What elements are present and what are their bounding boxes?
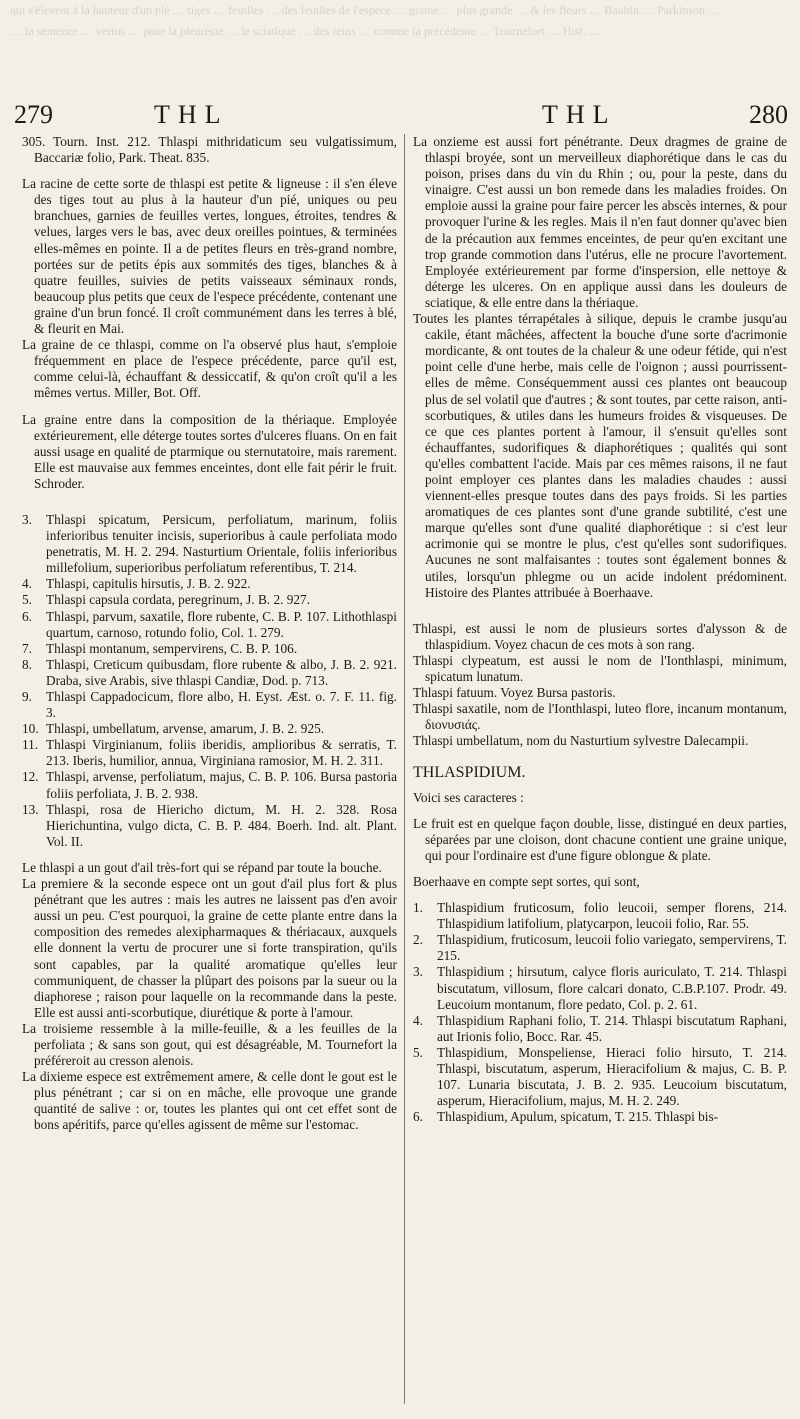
list-item-text: Thlaspi montanum, sempervirens, C. B. P. 106. xyxy=(46,640,298,656)
list-item xyxy=(413,964,787,1012)
spacer xyxy=(22,492,397,512)
paragraph: La premiere & la seconde espece ont un gout d'ail plus fort & plus pénétrant que les autres : mais les autres ne laissent pas d'en avoir aussi un peu. C'est pourquoi, la graine de cette plante entre dans la composition des remedes alexipharmaques & thériacaux, auxquels elle donnent la vertu de procurer une si forte transpiration, qu'ils sont capables, par la qualité aromatique qu'elles leur communiquent, de chasser la plûpart des poisons par la sueur ou la diaphorese ; raison pour laquelle on la recommande dans la peste. Elle est aussi anti-scorbutique, diurétique & porte à l'amour. xyxy=(22,876,397,1020)
list-item xyxy=(22,657,397,689)
paragraph: Le thlaspi a un gout d'ail très-fort qui se répand par toute la bouche. xyxy=(22,859,382,875)
list-item-number: 3. xyxy=(413,964,423,980)
list-item-number: 4. xyxy=(22,576,32,592)
list-item-text: Thlaspi spicatum, Persicum, perfoliatum, marinum, foliis inferioribus tenuiter incisis, superioribus à caule perfoliata modo penetratis, M. H. 2. 294. Nasturtium Orientale, foliis inferioribus millefolium, superioribus perfoliatum referentibus, T. 214. xyxy=(46,511,397,576)
list-item-number: 11. xyxy=(22,737,39,753)
list-item-text: Thlaspidium, Apulum, spicatum, T. 215. Thlaspi bis- xyxy=(437,1109,719,1125)
column-divider xyxy=(404,134,405,1404)
paragraph: La racine de cette sorte de thlaspi est petite & ligneuse : il s'en éleve des tiges tout au plus à la hauteur d'un pié, uniques ou peu branchues, garnies de feuilles vertes, longues, étroites, tendres & velues, larges vers le bas, avec deux oreilles pointues, & terminées elles-mêmes en pointe. Il a de petites fleurs en très-grand nombre, portées sur de petits épis aux sommités des tiges, blanches & à quatre feuilles, suivies de petits vaisseaux séminaux ronds, beaucoup plus petits que ceux de l'espece précédente, contenant une graine d'un brun foncé. Il croît communément dans les terres à blé, & fleurit en Mai. xyxy=(22,176,397,337)
paragraph: Toutes les plantes térrapétales à silique, depuis le crambe jusqu'au cakile, étant mâchées, affectent la bouche d'une sorte d'acrimonie mordicante, & ont toutes de la chaleur & une odeur fétide, qui n'est point celle d'une herbe, mais celle de l'oignon ; aussi pourrissent-elles de même. Conséquemment aussi ces plantes ont beaucoup plus de sel volatil que d'autres ; & sont toutes, par cette raison, anti-scorbutiques, & utiles dans les humeurs froides & visqueuses. De ce que ces plantes portent à l'amour, il s'ensuit qu'elles sont échauffantes, sudorifiques & diaphorétiques ; qualités qui sont qu'elles combattent l'acide. Mais par ces mêmes raisons, il ne faut point employer ces plantes dans les maladies chaudes : aussi viennent-elles presque toutes dans des pays froids. Si les parties aromatiques de ces plantes sont d'une grande subtilité, c'est une marque qu'elles sont d'une qualité diaphorétique : si c'est leur acrimonie qui se montre le plus, c'est qu'elles sont sudorifiques. Aucunes ne sont malfaisantes : toutes sont également bonnes & utiles, lorsqu'un phlegme ou un acide indolent prédominent. Histoire des Plantes attribuée à Boerhaave. xyxy=(413,311,787,600)
list-item-number: 5. xyxy=(22,592,32,608)
list-item-number: 9. xyxy=(22,689,32,704)
list-item-number: 10. xyxy=(22,721,39,737)
list-item-text: Thlaspi, arvense, perfoliatum, majus, C. B. P. 106. Bursa pastoria foliis perfoliata, J. B. 2. 938. xyxy=(46,769,397,801)
paragraph: Le fruit est en quelque façon double, lisse, distingué en deux parties, séparées par une cloison, dont chacune contient une graine unique, qui pour l'ordinaire est d'une figure oblongue & plate. xyxy=(413,815,787,863)
list-item-number: 6. xyxy=(22,608,32,624)
page-number-left: 279 xyxy=(14,100,53,129)
list-item-number: 12. xyxy=(22,769,39,785)
list-item-text: Thlaspidium, Monspeliense, Hieraci folio hirsuto, T. 214. Thlaspi, biscutatum, asperum, Hieracifolium & majus, C. B. P. 107. Lunaria biscutata, J. B. 2. 935. Leucoium biscutatum, asperum, Hieracifolium, majus, M. H. 2. 249. xyxy=(437,1044,787,1109)
list-item-text: Thlaspi, parvum, saxatile, flore rubente, C. B. P. 107. Lithothlaspi quartum, carnoso, rotundo folio, Col. 1. 279. xyxy=(46,608,397,640)
right-column xyxy=(413,134,787,1409)
paragraph: 305. Tourn. Inst. 212. Thlaspi mithridaticum seu vulgatissimum, Baccariæ folio, Park. Theat. 835. xyxy=(22,134,397,166)
left-column xyxy=(22,134,397,1409)
list-item-text: Thlaspi, Creticum quibusdam, flore rubente & albo, J. B. 2. 921. Draba, sive Arabis, sive thlaspi Candiæ, Dod. p. 713. xyxy=(46,656,397,688)
paragraph: La graine entre dans la composition de la thériaque. Employée extérieurement, elle déterge toutes sortes d'ulceres fluans. On en fait aussi usage en qualité de ptarmique ou sternutatoire, mais rarement. Elle est mauvaise aux femmes enceintes, dont elle fait périr le fruit. Schroder. xyxy=(22,411,397,491)
spacer xyxy=(413,890,787,900)
list-item-number: 3. xyxy=(22,511,32,527)
spacer xyxy=(413,749,787,759)
list-item-number: 2. xyxy=(413,932,423,948)
section-heading: THLASPIDIUM. xyxy=(413,764,526,782)
list-item xyxy=(22,592,397,608)
list-item-text: Thlaspi Virginianum, foliis iberidis, amplioribus & serratis, T. 213. Iberis, humilior, annua, Virginiana ramosior, M. H. 2. 311. xyxy=(46,737,397,769)
spacer xyxy=(22,166,397,176)
list-item xyxy=(22,769,397,801)
list-item xyxy=(413,1045,787,1109)
running-header xyxy=(14,100,788,130)
list-item-text: Thlaspi, capitulis hirsutis, J. B. 2. 922. xyxy=(46,576,251,592)
list-item-text: Thlaspidium, fruticosum, leucoii folio variegato, sempervirens, T. 215. xyxy=(437,932,787,964)
list-item xyxy=(22,512,397,576)
list-item xyxy=(413,1013,787,1045)
list-item xyxy=(22,721,397,737)
list-item-number: 7. xyxy=(22,640,32,656)
spacer xyxy=(22,402,397,412)
spacer xyxy=(413,601,787,621)
paragraph: La dixieme espece est extrêmement amere, & celle dont le gout est le plus pénétrant ; car si on en mâche, elle provoque une grande quantité de salive : or, toutes les plantes qui ont cet effet sont de bons apéritifs, parce qu'elles agissent de même sur l'estomac. xyxy=(22,1069,397,1133)
paragraph: Thlaspi fatuum. Voyez Bursa pastoris. xyxy=(413,685,616,701)
list-item-text: Thlaspidium ; hirsutum, calyce floris auriculato, T. 214. Thlaspi biscutatum, villosum, flore calcari donato, C.B.P.107. Prodr. 49. Leucoium montanum, flore pedato, Col. p. 2. 61. xyxy=(437,964,787,1012)
list-item xyxy=(413,932,787,964)
paragraph: Thlaspi, est aussi le nom de plusieurs sortes d'alysson & de thlaspidium. Voyez chacun de ces mots à son rang. xyxy=(413,620,787,652)
spacer xyxy=(413,864,787,874)
running-title-left: THL xyxy=(154,100,229,129)
list-item-number: 13. xyxy=(22,801,39,817)
list-item xyxy=(413,1109,787,1125)
list-item-text: Thlaspi capsula cordata, peregrinum, J. B. 2. 927. xyxy=(46,592,311,608)
paragraph: La troisieme ressemble à la mille-feuille, & a les feuilles de la perfoliata ; & sans son gout, qui est désagréable, M. Tournefort la préféreroit au cresson alenois. xyxy=(22,1020,397,1069)
bleed-line: qui s'élevent à la hauteur d'un pié … tiges … feuilles … des feuilles de l'espece … graine … plus grande … & les fleurs … Bauhin … Parkinson … xyxy=(10,3,720,17)
bleed-line: … la semence … vertus … pour la pleurésie … le sciatique … des reins … comme la précédente … Tournefort … Hist. … xyxy=(10,24,601,38)
list-item xyxy=(22,609,397,641)
paragraph: Voici ses caracteres : xyxy=(413,789,524,805)
list-item-text: Thlaspi Cappadocicum, flore albo, H. Eyst. Æst. o. 7. F. 11. fig. 3. xyxy=(46,689,397,721)
bleed-through-text xyxy=(0,0,800,96)
running-title-right: THL xyxy=(542,100,617,129)
list-item-number: 5. xyxy=(413,1044,423,1060)
list-item-number: 4. xyxy=(413,1012,423,1028)
paragraph: La onzieme est aussi fort pénétrante. Deux dragmes de graine de thlaspi broyée, sont un merveilleux diaphorétique dans le cas du poison, prises dans du vin du Rhin ; ou, pour la peste, dans du vinaigre. C'est aussi un bon remede dans les maladies froides. On emploie aussi la graine pour faire percer les abscès internes, & pour provoquer l'urine & les regles. Mais il n'en faut donner qu'avec bien de la précaution aux femmes enceintes, de peur qu'en excitant une trop grande commotion dans l'utérus, elle ne procure l'avortement. Employée extérieurement par forme d'inspersion, elle nettoye & déterge les ulceres. On en applique aussi dans les douleurs de sciatique, & elle entre dans la thériaque. xyxy=(413,134,787,310)
paragraph: Thlaspi clypeatum, est aussi le nom de l'Ionthlaspi, minimum, spicatum lunatum. xyxy=(413,652,787,684)
list-item-number: 1. xyxy=(413,900,423,916)
page-number-right: 280 xyxy=(749,100,788,129)
list-item xyxy=(22,689,397,721)
paragraph: La graine de ce thlaspi, comme on l'a observé plus haut, s'emploie fréquemment en place de l'espece précédente, parce qu'il est, comme celui-là, échauffant & dessiccatif, & qu'on croît qu'il a les mêmes vertus. Miller, Bot. Off. xyxy=(22,337,397,401)
list-item-number: 8. xyxy=(22,656,32,672)
list-item xyxy=(22,802,397,850)
paragraph: Thlaspi umbellatum, nom du Nasturtium sylvestre Dalecampii. xyxy=(413,733,749,749)
paragraph: Boerhaave en compte sept sortes, qui sont, xyxy=(413,873,640,889)
list-item-text: Thlaspi, rosa de Hiericho dictum, M. H. 2. 328. Rosa Hierichuntina, vulgo dicta, C. B. P. 484. Boerh. Ind. alt. Plant. Vol. II. xyxy=(46,801,397,849)
list-item xyxy=(22,641,397,657)
list-item xyxy=(22,576,397,592)
paragraph: Thlaspi saxatile, nom de l'Ionthlaspi, luteo flore, incanum montanum, διονυσιάς. xyxy=(413,701,787,733)
list-item-text: Thlaspidium Raphani folio, T. 214. Thlaspi biscutatum Raphani, aut Irionis folio, Bocc. Rar. 45. xyxy=(437,1012,787,1044)
list-item-text: Thlaspi, umbellatum, arvense, amarum, J. B. 2. 925. xyxy=(46,721,325,737)
list-item xyxy=(413,900,787,932)
list-item xyxy=(22,737,397,769)
spacer xyxy=(413,806,787,816)
list-item-number: 6. xyxy=(413,1109,423,1125)
list-item-text: Thlaspidium fruticosum, folio leucoii, semper florens, 214. Thlaspidium latifolium, platycarpon, leucoii folio, Rar. 55. xyxy=(437,900,787,932)
spacer xyxy=(22,850,397,860)
